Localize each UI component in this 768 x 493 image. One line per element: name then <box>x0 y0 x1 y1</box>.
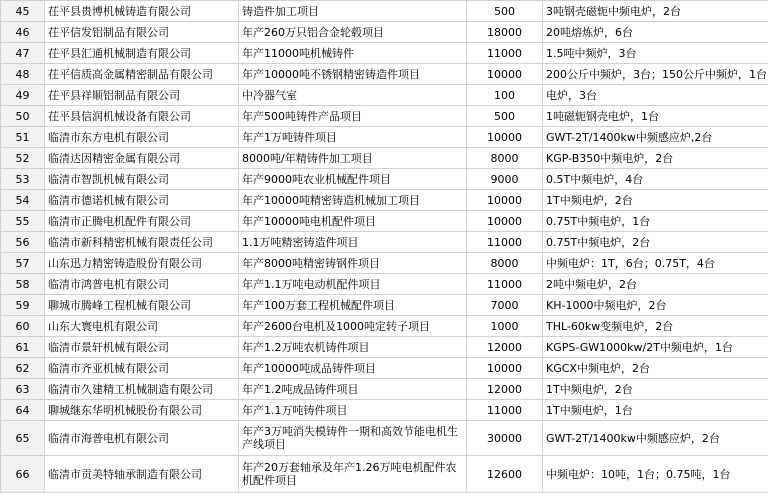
table-row[interactable] <box>1 400 768 421</box>
table-row[interactable] <box>1 379 768 400</box>
cell-equipment[interactable]: 1.5吨中频炉，3台 <box>543 43 768 64</box>
cell-project[interactable]: 年产3万吨消失模铸件一期和高效节能电机生产线项目 <box>239 421 467 456</box>
cell-capacity[interactable]: 10000 <box>467 64 543 85</box>
table-row[interactable] <box>1 295 768 316</box>
table-row[interactable] <box>1 43 768 64</box>
cell-company[interactable]: 茌平信发铝制品有限公司 <box>45 22 239 43</box>
cell-no[interactable]: 48 <box>1 64 45 85</box>
cell-project[interactable]: 中冷器气室 <box>239 85 467 106</box>
cell-no[interactable]: 55 <box>1 211 45 232</box>
cell-capacity[interactable]: 8000 <box>467 148 543 169</box>
cell-equipment[interactable]: 中频电炉：1T，6台；0.75T，4台 <box>543 253 768 274</box>
table-row[interactable] <box>1 148 768 169</box>
table-body <box>1 1 768 493</box>
cell-equipment[interactable]: 1T中频电炉，1台 <box>543 400 768 421</box>
cell-company[interactable]: 山东大寰电机有限公司 <box>45 316 239 337</box>
table-row[interactable] <box>1 337 768 358</box>
cell-no[interactable]: 64 <box>1 400 45 421</box>
cell-equipment[interactable]: 200公斤中频炉，3台；150公斤中频炉，1台 <box>543 64 768 85</box>
cell-company[interactable]: 茌平县祥顺铝制品有限公司 <box>45 85 239 106</box>
cell-no[interactable]: 60 <box>1 316 45 337</box>
cell-company[interactable]: 临清市智凯机械有限公司 <box>45 169 239 190</box>
table-row[interactable] <box>1 64 768 85</box>
cell-company[interactable]: 临清市东方电机有限公司 <box>45 127 239 148</box>
cell-equipment[interactable]: 0.75T中频电炉，1台 <box>543 211 768 232</box>
cell-capacity[interactable]: 500 <box>467 106 543 127</box>
cell-capacity[interactable]: 100 <box>467 85 543 106</box>
cell-no[interactable]: 49 <box>1 85 45 106</box>
table-row[interactable] <box>1 421 768 456</box>
cell-company[interactable]: 茌平县汇通机械制造有限公司 <box>45 43 239 64</box>
cell-capacity[interactable]: 10000 <box>467 127 543 148</box>
cell-project[interactable]: 年产8000吨精密铸钢件项目 <box>239 253 467 274</box>
cell-equipment[interactable]: 中频电炉：10吨，1台；0.75吨，1台 <box>543 456 768 493</box>
table-row[interactable] <box>1 316 768 337</box>
cell-no[interactable]: 62 <box>1 358 45 379</box>
cell-project[interactable]: 年产1.1万吨铸件项目 <box>239 400 467 421</box>
cell-capacity[interactable]: 1000 <box>467 316 543 337</box>
cell-no[interactable]: 63 <box>1 379 45 400</box>
cell-company[interactable]: 聊城市腾峰工程机械有限公司 <box>45 295 239 316</box>
cell-company[interactable]: 临清市景轩机械有限公司 <box>45 337 239 358</box>
cell-company[interactable]: 山东迅力精密铸造股份有限公司 <box>45 253 239 274</box>
cell-project[interactable]: 年产20万套轴承及年产1.26万吨电机配件农机配件项目 <box>239 456 467 493</box>
cell-project[interactable]: 年产10000吨精密铸造机械加工项目 <box>239 190 467 211</box>
cell-capacity[interactable]: 10000 <box>467 211 543 232</box>
cell-capacity[interactable]: 10000 <box>467 190 543 211</box>
cell-equipment[interactable]: KGP-B350中频电炉，2台 <box>543 148 768 169</box>
cell-no[interactable]: 57 <box>1 253 45 274</box>
cell-no[interactable]: 65 <box>1 421 45 456</box>
cell-equipment[interactable]: 20吨熔炼炉，6台 <box>543 22 768 43</box>
cell-project[interactable]: 年产2600台电机及1000吨定转子项目 <box>239 316 467 337</box>
cell-no[interactable]: 51 <box>1 127 45 148</box>
cell-capacity[interactable]: 30000 <box>467 421 543 456</box>
cell-equipment[interactable]: 3吨钢壳磁轭中频电炉，2台 <box>543 1 768 22</box>
cell-company[interactable]: 临清市贡美特轴承制造有限公司 <box>45 456 239 493</box>
cell-project[interactable]: 年产1.1万吨电动机配件项目 <box>239 274 467 295</box>
cell-company[interactable]: 临清市正腾电机配件有限公司 <box>45 211 239 232</box>
cell-project[interactable]: 年产11000吨机械铸件 <box>239 43 467 64</box>
table-row[interactable] <box>1 456 768 493</box>
cell-equipment[interactable]: 电炉，3台 <box>543 85 768 106</box>
table-row[interactable] <box>1 190 768 211</box>
cell-project[interactable]: 年产260万只铝合金轮毂项目 <box>239 22 467 43</box>
cell-capacity[interactable]: 18000 <box>467 22 543 43</box>
cell-project[interactable]: 年产10000吨成品铸件项目 <box>239 358 467 379</box>
table-row[interactable] <box>1 127 768 148</box>
cell-equipment[interactable]: 1T中频电炉，2台 <box>543 190 768 211</box>
table-row[interactable] <box>1 1 768 22</box>
cell-capacity[interactable]: 12000 <box>467 379 543 400</box>
cell-company[interactable]: 临清市鸿普电机有限公司 <box>45 274 239 295</box>
cell-company[interactable]: 临清市海普电机有限公司 <box>45 421 239 456</box>
cell-project[interactable]: 8000吨/年精铸件加工项目 <box>239 148 467 169</box>
cell-no[interactable]: 52 <box>1 148 45 169</box>
cell-equipment[interactable]: 2吨中频电炉，2台 <box>543 274 768 295</box>
cell-equipment[interactable]: KGCX中频电炉，2台 <box>543 358 768 379</box>
cell-capacity[interactable]: 11000 <box>467 43 543 64</box>
cell-capacity[interactable]: 12000 <box>467 337 543 358</box>
cell-project[interactable]: 年产1万吨铸件项目 <box>239 127 467 148</box>
cell-project[interactable]: 年产10000吨不锈钢精密铸造件项目 <box>239 64 467 85</box>
table-row[interactable] <box>1 274 768 295</box>
table-row[interactable] <box>1 85 768 106</box>
table-row[interactable] <box>1 106 768 127</box>
cell-no[interactable]: 53 <box>1 169 45 190</box>
cell-capacity[interactable]: 8000 <box>467 253 543 274</box>
cell-no[interactable]: 46 <box>1 22 45 43</box>
cell-project[interactable]: 年产100万套工程机械配件项目 <box>239 295 467 316</box>
cell-project[interactable]: 年产1.2万吨农机铸件项目 <box>239 337 467 358</box>
cell-company[interactable]: 临清达因精密金属有限公司 <box>45 148 239 169</box>
cell-project[interactable]: 年产1.2吨成品铸件项目 <box>239 379 467 400</box>
cell-project[interactable]: 年产10000吨电机配件项目 <box>239 211 467 232</box>
cell-company[interactable]: 茌平县信润机械设备有限公司 <box>45 106 239 127</box>
cell-company[interactable]: 临清市德诺机械有限公司 <box>45 190 239 211</box>
cell-no[interactable]: 58 <box>1 274 45 295</box>
cell-equipment[interactable]: KGPS-GW1000kw/2T中频电炉，1台 <box>543 337 768 358</box>
cell-equipment[interactable]: GWT-2T/1400kw中频感应炉，2台 <box>543 421 768 456</box>
cell-capacity[interactable]: 9000 <box>467 169 543 190</box>
cell-capacity[interactable]: 7000 <box>467 295 543 316</box>
cell-capacity[interactable]: 10000 <box>467 358 543 379</box>
cell-no[interactable]: 47 <box>1 43 45 64</box>
cell-company[interactable]: 临清市久建精工机械制造有限公司 <box>45 379 239 400</box>
cell-equipment[interactable]: 0.5T中频电炉，4台 <box>543 169 768 190</box>
table-row[interactable] <box>1 232 768 253</box>
cell-equipment[interactable]: THL-60kw变频电炉，2台 <box>543 316 768 337</box>
cell-company[interactable]: 聊城继东华明机械股份有限公司 <box>45 400 239 421</box>
cell-equipment[interactable]: KH-1000中频电炉，2台 <box>543 295 768 316</box>
cell-no[interactable]: 45 <box>1 1 45 22</box>
cell-no[interactable]: 66 <box>1 456 45 493</box>
cell-no[interactable]: 61 <box>1 337 45 358</box>
cell-project[interactable]: 1.1万吨精密铸造件项目 <box>239 232 467 253</box>
cell-capacity[interactable]: 500 <box>467 1 543 22</box>
cell-no[interactable]: 59 <box>1 295 45 316</box>
table-row[interactable] <box>1 22 768 43</box>
table-row[interactable] <box>1 169 768 190</box>
cell-company[interactable]: 茌平信质高金属精密制品有限公司 <box>45 64 239 85</box>
cell-project[interactable]: 年产9000吨农业机械配件项目 <box>239 169 467 190</box>
cell-capacity[interactable]: 11000 <box>467 274 543 295</box>
cell-equipment[interactable]: 1T中频电炉，2台 <box>543 379 768 400</box>
cell-equipment[interactable]: 1吨磁轭钢壳电炉，1台 <box>543 106 768 127</box>
cell-project[interactable]: 年产500吨铸件产品项目 <box>239 106 467 127</box>
cell-company[interactable]: 临清市齐亚机械有限公司 <box>45 358 239 379</box>
cell-no[interactable]: 56 <box>1 232 45 253</box>
table-row[interactable] <box>1 358 768 379</box>
cell-capacity[interactable]: 11000 <box>467 232 543 253</box>
cell-capacity[interactable]: 12600 <box>467 456 543 493</box>
cell-company[interactable]: 临清市新科精密机械有限责任公司 <box>45 232 239 253</box>
cell-equipment[interactable]: GWT-2T/1400kw中频感应炉,2台 <box>543 127 768 148</box>
table-row[interactable] <box>1 211 768 232</box>
cell-project[interactable]: 铸造件加工项目 <box>239 1 467 22</box>
cell-no[interactable]: 54 <box>1 190 45 211</box>
cell-equipment[interactable]: 0.75T中频电炉，2台 <box>543 232 768 253</box>
cell-company[interactable]: 茌平县贵博机械铸造有限公司 <box>45 1 239 22</box>
cell-no[interactable]: 50 <box>1 106 45 127</box>
table-row[interactable] <box>1 253 768 274</box>
cell-capacity[interactable]: 11000 <box>467 400 543 421</box>
